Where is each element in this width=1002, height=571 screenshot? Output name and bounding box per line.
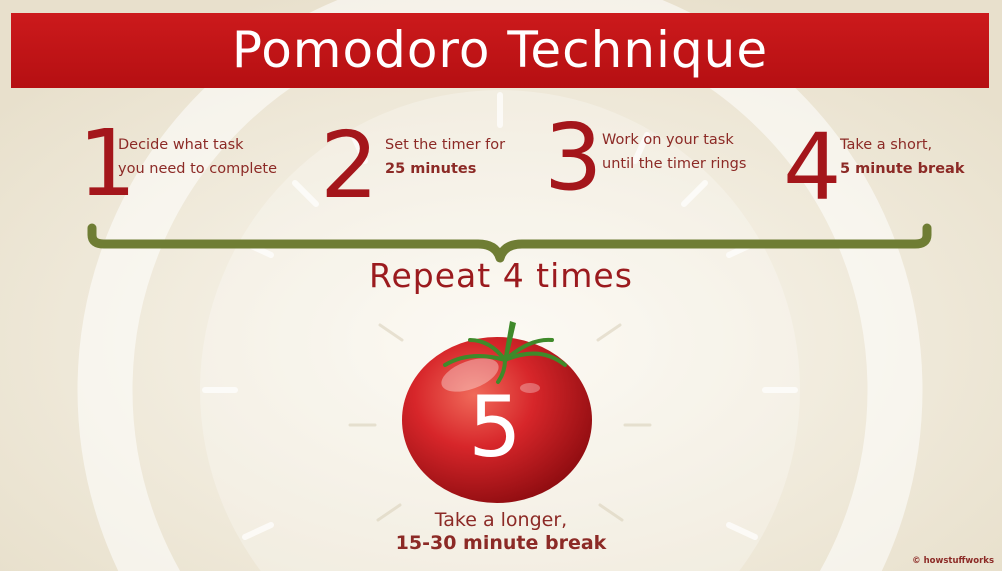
step-2-number: 2: [320, 112, 379, 219]
step-2-text-line1: Set the timer for: [385, 137, 506, 153]
step-3-number: 3: [544, 104, 603, 211]
copyright-logo: © howstuffworks: [912, 556, 994, 566]
page-title: Pomodoro Technique: [231, 21, 769, 79]
step-3-text-line1: Work on your task: [602, 132, 734, 148]
step-4-text-line2: 5 minute break: [840, 161, 965, 177]
step-4-text-line1: Take a short,: [840, 137, 933, 153]
repeat-label: Repeat 4 times: [369, 256, 633, 295]
step-4-number: 4: [783, 114, 842, 221]
step-5-number: 5: [468, 378, 522, 476]
step-3-text-line2: until the timer rings: [602, 156, 747, 172]
step-2-text-line2: 25 minutes: [385, 161, 477, 177]
step-1-text-line2: you need to complete: [118, 161, 277, 177]
step-1-text-line1: Decide what task: [118, 137, 244, 153]
step-1-number: 1: [78, 110, 137, 217]
step-5-text-line1: Take a longer,: [434, 509, 568, 531]
step-5-text-line2: 15-30 minute break: [395, 532, 607, 554]
